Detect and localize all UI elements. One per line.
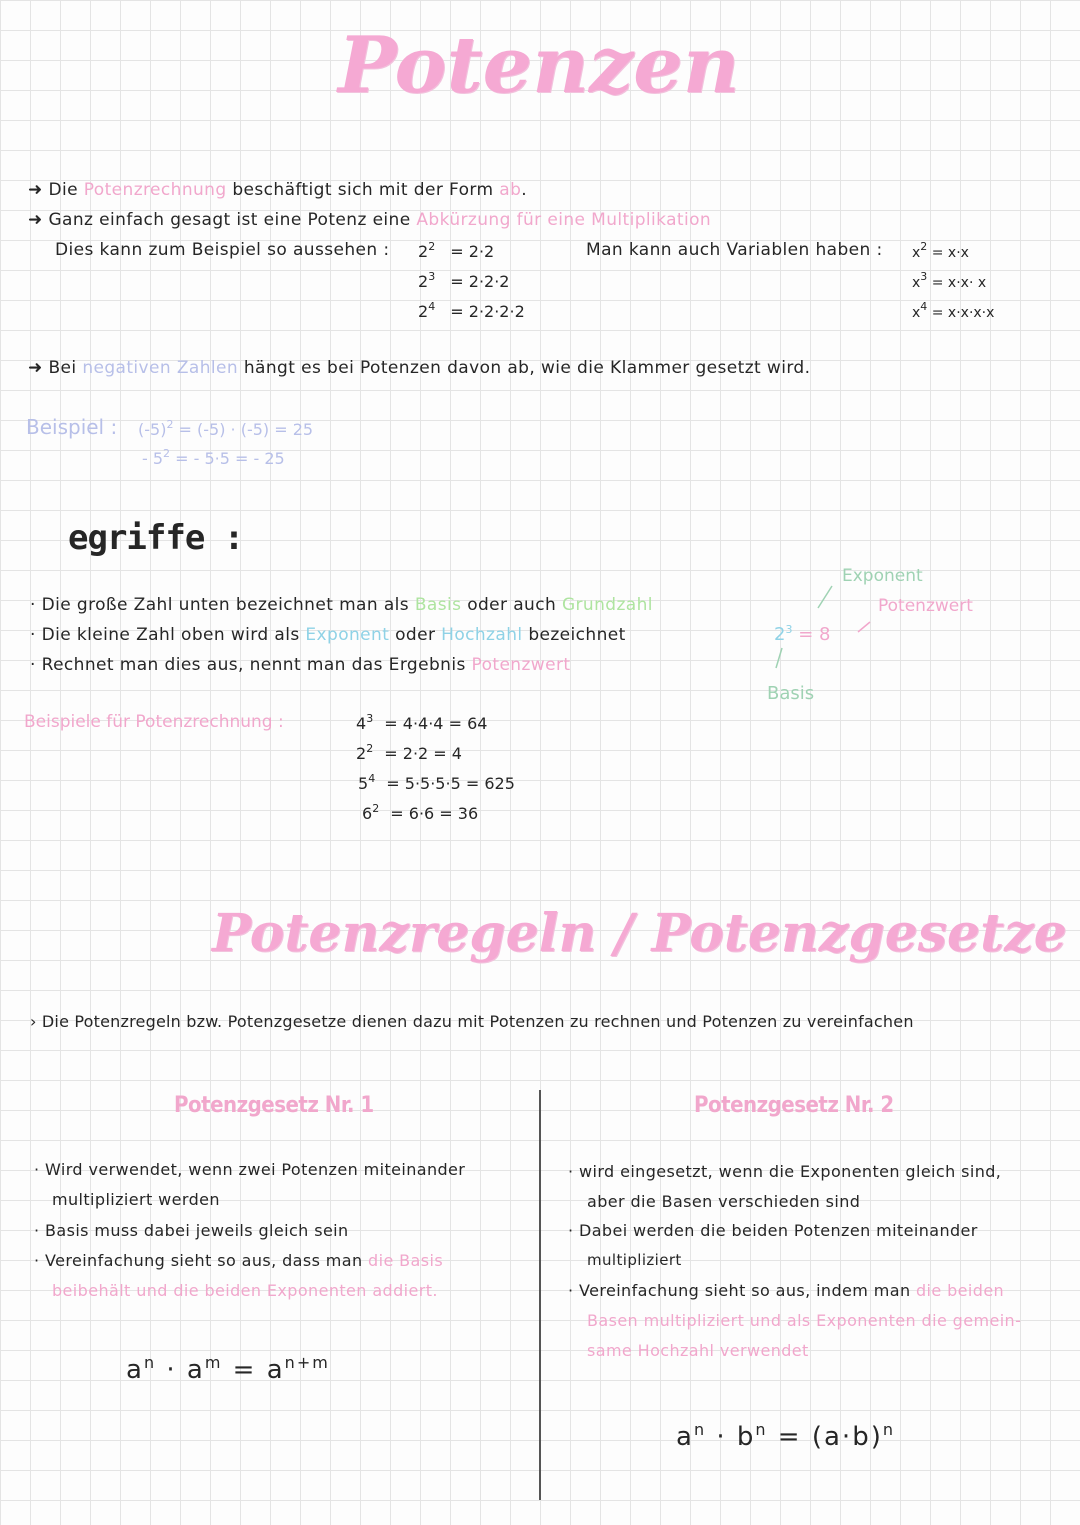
variable-row: $x^3 = x\cdot x\cdot x$ bbox=[912, 270, 987, 291]
law-2-formula: $a^n \cdot b^n = (a\cdot b)^n$ bbox=[676, 1420, 895, 1452]
examples-label: Beispiele für Potenzrechnung : bbox=[24, 712, 284, 732]
arrow-icon: ➜ bbox=[28, 210, 43, 230]
law-2-bullet-3-cont-2: same Hochzahl verwendet bbox=[587, 1341, 809, 1360]
diagram-power: $2^3 = 8$ bbox=[774, 623, 831, 645]
law-2-bullet-1: · wird eingesetzt, wenn die Exponenten gleich sind, bbox=[568, 1162, 1002, 1181]
law-2-bullet-2: · Dabei werden die beiden Potenzen miteinander bbox=[568, 1221, 978, 1240]
example-row: $2^2 = 2\cdot 2 = 4$ bbox=[356, 742, 462, 763]
law-1-bullet-3: · Vereinfachung sieht so aus, dass man die Basis bbox=[34, 1251, 444, 1270]
bullet-icon: · bbox=[30, 655, 36, 675]
term-negative-zahlen: negativen Zahlen bbox=[82, 358, 239, 378]
form-ab: ab bbox=[499, 180, 522, 200]
term-potenzrechnung: Potenzrechnung bbox=[83, 180, 227, 200]
exponent-pointer bbox=[818, 586, 832, 608]
term-potenzwert: Potenzwert bbox=[471, 655, 571, 675]
begriffe-line-3: · Rechnet man dies aus, nennt man das Ergebnis Potenzwert bbox=[30, 655, 571, 675]
begriffe-line-1: · Die große Zahl unten bezeichnet man als Basis oder auch Grundzahl bbox=[30, 595, 653, 615]
term-grundzahl: Grundzahl bbox=[561, 595, 653, 615]
intro-line-3: Dies kann zum Beispiel so aussehen : bbox=[55, 240, 390, 260]
page-title: Potenzen bbox=[338, 20, 740, 111]
arrow-icon: ➜ bbox=[28, 180, 43, 200]
potenzwert-pointer bbox=[858, 622, 870, 632]
negatives-example-1: $(-5)^2 = (-5) \cdot (-5) = 25$ bbox=[138, 418, 314, 439]
bullet-icon: · bbox=[30, 625, 36, 645]
term-abkuerzung: Abkürzung für eine Multiplikation bbox=[416, 210, 712, 230]
variable-row: $x^4 = x\cdot x\cdot x\cdot x$ bbox=[912, 300, 995, 321]
law-1-heading: Potenzgesetz Nr. 1 bbox=[174, 1093, 374, 1118]
variable-row: $x^2 = x\cdot x$ bbox=[912, 240, 969, 261]
diagram-basis-label: Basis bbox=[767, 683, 815, 704]
law-2-heading: Potenzgesetz Nr. 2 bbox=[694, 1093, 894, 1118]
column-divider bbox=[539, 1090, 541, 1500]
example-row: $6^2 = 6\cdot 6 = 36$ bbox=[362, 802, 479, 823]
example-row: $2^3 = 2\cdot 2\cdot 2$ bbox=[418, 270, 510, 291]
example-row: $2^4 = 2\cdot 2\cdot 2\cdot 2$ bbox=[418, 300, 525, 321]
begriffe-line-2: · Die kleine Zahl oben wird als Exponent oder Hochzahl bezeichnet bbox=[30, 625, 626, 645]
diagram-potenzwert-label: Potenzwert bbox=[878, 596, 973, 616]
law-1-bullet-1: · Wird verwendet, wenn zwei Potenzen miteinander bbox=[34, 1160, 466, 1179]
bullet-icon: · bbox=[30, 595, 36, 615]
law-1-bullet-3-cont: beibehält und die beiden Exponenten addiert. bbox=[52, 1281, 438, 1300]
law-2-bullet-2-cont: multipliziert bbox=[587, 1251, 682, 1269]
term-basis: Basis bbox=[414, 595, 462, 615]
basis-pointer bbox=[776, 648, 782, 668]
negatives-line: ➜ Bei negativen Zahlen hängt es bei Potenzen davon ab, wie die Klammer gesetzt wird. bbox=[28, 358, 811, 378]
diagram-exponent-label: Exponent bbox=[842, 566, 923, 586]
negatives-example-label: Beispiel : bbox=[26, 415, 118, 439]
rules-title: Potenzregeln / Potenzgesetze bbox=[212, 903, 1067, 964]
arrow-icon: ➜ bbox=[28, 358, 43, 378]
law-2-bullet-1-cont: aber die Basen verschieden sind bbox=[587, 1192, 861, 1211]
law-1-bullet-2: · Basis muss dabei jeweils gleich sein bbox=[34, 1221, 349, 1240]
law-1-formula: $a^n \cdot a^m = a^{n+m}$ bbox=[126, 1353, 330, 1385]
term-exponent: Exponent bbox=[305, 625, 390, 645]
example-row: $4^3 = 4\cdot 4\cdot 4 = 64$ bbox=[356, 712, 488, 733]
intro-line-2: ➜ Ganz einfach gesagt ist eine Potenz eine Abkürzung für eine Multiplikation bbox=[28, 210, 712, 230]
term-hochzahl: Hochzahl bbox=[441, 625, 523, 645]
variables-label: Man kann auch Variablen haben : bbox=[586, 240, 883, 260]
example-row: $5^4 = 5\cdot 5\cdot 5\cdot 5 = 625$ bbox=[358, 772, 515, 793]
negatives-example-2: - $5^2$ = - 5·5 = - 25 bbox=[142, 447, 285, 468]
rules-intro: › Die Potenzregeln bzw. Potenzgesetze dienen dazu mit Potenzen zu rechnen und Potenzen zu vereinfachen bbox=[30, 1012, 914, 1031]
chevron-right-icon: › bbox=[30, 1012, 37, 1031]
example-row: $2^2 = 2\cdot 2$ bbox=[418, 240, 495, 261]
law-2-bullet-3: · Vereinfachung sieht so aus, indem man die beiden bbox=[568, 1281, 1005, 1300]
law-2-bullet-3-cont: Basen multipliziert und als Exponenten die gemein- bbox=[587, 1311, 1022, 1330]
law-1-bullet-1-cont: multipliziert werden bbox=[52, 1190, 220, 1209]
intro-line-1: ➜ Die Potenzrechnung beschäftigt sich mit der Form ab. bbox=[28, 180, 528, 200]
begriffe-heading: egriffe : bbox=[68, 518, 244, 558]
